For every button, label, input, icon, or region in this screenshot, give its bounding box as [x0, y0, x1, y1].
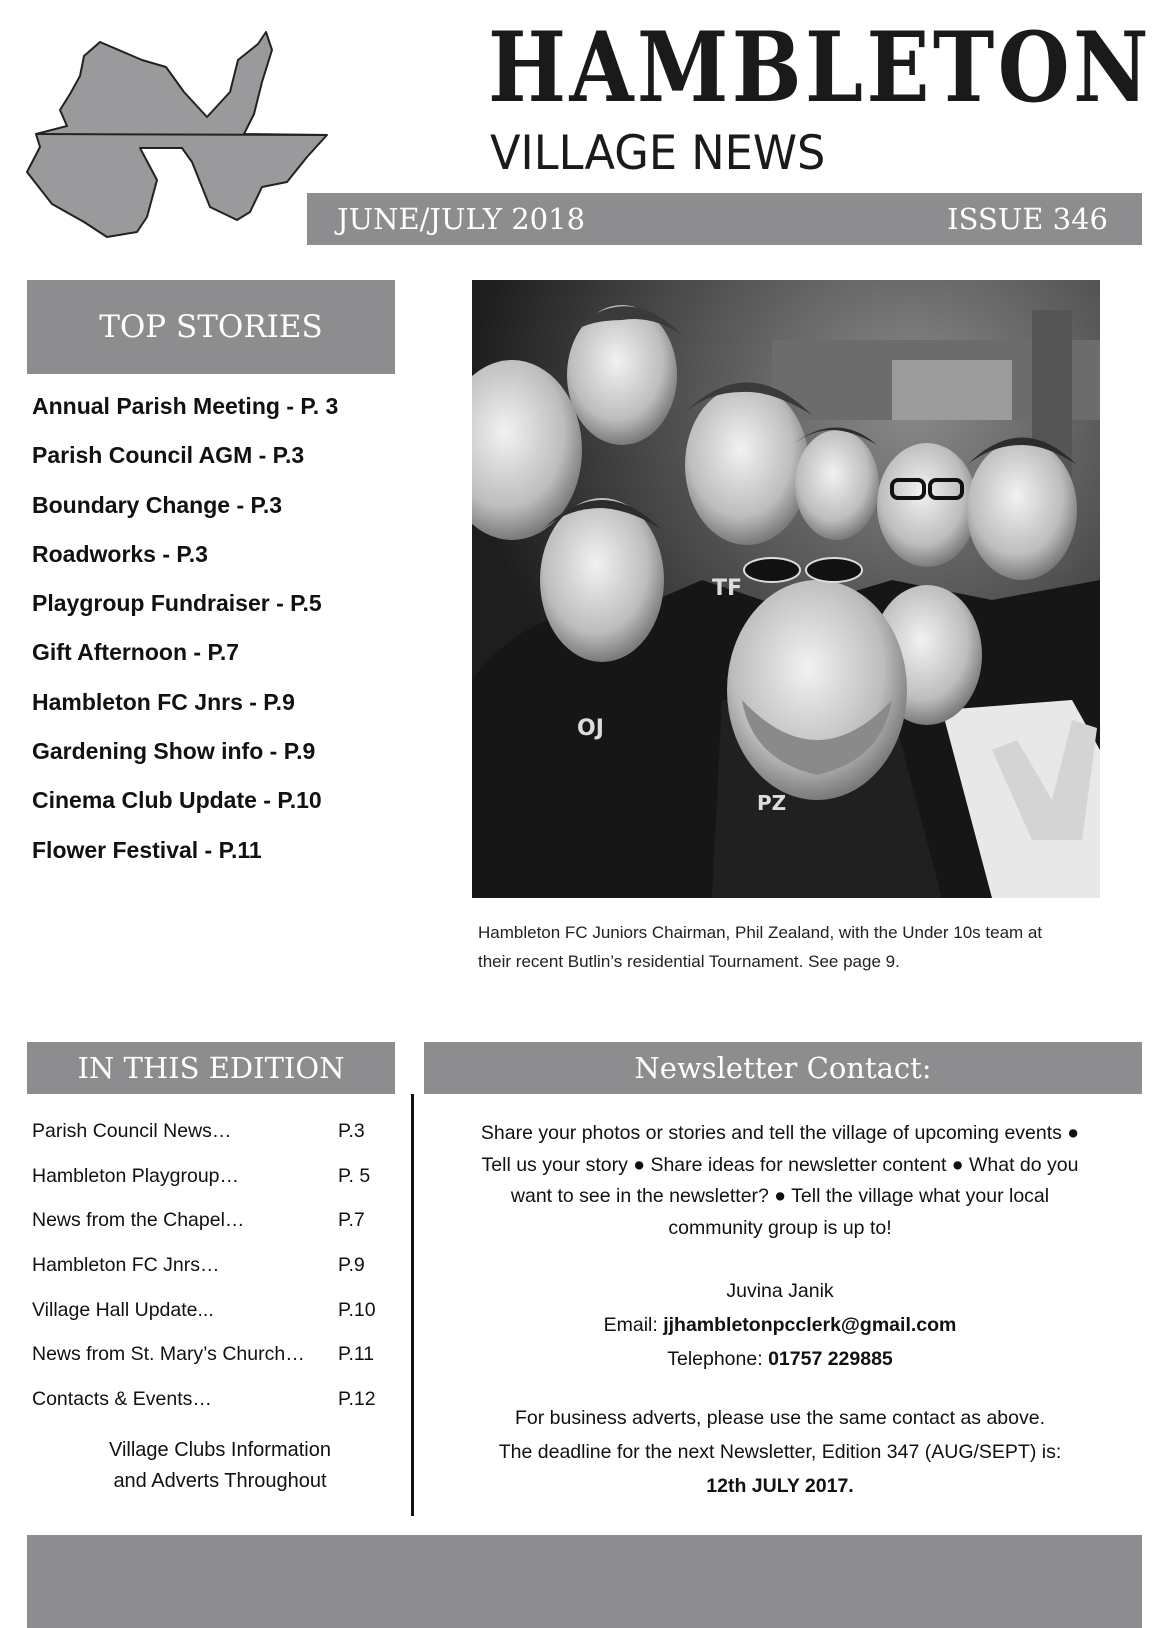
top-story-item: Cinema Club Update - P.10	[32, 787, 322, 814]
deadline-line: The deadline for the next Newsletter, Edition 347 (AUG/SEPT) is:	[498, 1441, 1062, 1463]
edition-row	[32, 1384, 392, 1429]
contact-intro-line: want to see in the newsletter? ● Tell the village what your local	[510, 1185, 1050, 1207]
edition-page: P.3	[338, 1120, 365, 1142]
adverts-line: For business adverts, please use the same contact as above.	[514, 1407, 1046, 1429]
edition-row	[32, 1161, 392, 1206]
top-story-item: Hambleton FC Jnrs - P.9	[32, 688, 295, 715]
issue-bar	[307, 193, 1142, 245]
shirt-text: PZ	[757, 791, 787, 815]
edition-row	[32, 1339, 392, 1384]
masthead-subtitle: VILLAGE NEWS	[490, 126, 826, 181]
contact-email-row	[440, 1308, 1120, 1342]
email-label: Email:	[603, 1314, 664, 1336]
edition-note	[50, 1435, 390, 1497]
email-address[interactable]: jjhambletonpcclerk@gmail.com	[663, 1314, 957, 1336]
edition-note-line: Village Clubs Information	[109, 1439, 331, 1461]
top-story-item: Roadworks - P.3	[32, 540, 208, 567]
deadline-date: 12th JULY 2017.	[706, 1475, 854, 1497]
edition-row	[32, 1250, 392, 1295]
edition-page: P.9	[338, 1254, 365, 1277]
edition-title: Hambleton FC Jnrs…	[32, 1254, 220, 1277]
top-stories-header: TOP STORIES	[27, 280, 395, 374]
photo-caption	[478, 918, 1118, 976]
contact-name: Juvina Janik	[726, 1280, 834, 1302]
top-story-item: Boundary Change - P.3	[32, 491, 283, 518]
top-stories-list	[32, 384, 432, 877]
shirt-text: OJ	[577, 716, 604, 741]
newsletter-contact-header: Newsletter Contact:	[424, 1042, 1142, 1094]
contact-intro-line: community group is up to!	[668, 1216, 892, 1239]
edition-page: P.7	[338, 1209, 365, 1232]
issue-date: JUNE/JULY 2018	[337, 202, 586, 236]
edition-title: News from St. Mary’s Church…	[32, 1343, 305, 1366]
masthead-title: HAMBLETON	[488, 11, 1152, 124]
phone-number: 01757 229885	[768, 1348, 893, 1370]
contact-phone-row	[440, 1342, 1120, 1376]
edition-row	[32, 1205, 392, 1250]
edition-title: Parish Council News…	[32, 1120, 232, 1142]
in-this-edition-header: IN THIS EDITION	[27, 1042, 395, 1094]
issue-number: ISSUE 346	[947, 202, 1108, 236]
column-divider	[411, 1094, 414, 1516]
top-story-item: Gardening Show info - P.9	[32, 738, 316, 765]
top-story-item: Annual Parish Meeting - P. 3	[32, 393, 339, 419]
edition-list	[32, 1116, 392, 1429]
newsletter-contact-body	[440, 1118, 1120, 1503]
top-story-item: Gift Afternoon - P.7	[32, 639, 239, 666]
edition-row	[32, 1116, 392, 1161]
caption-line: their recent Butlin’s residential Tournament. See page 9.	[478, 952, 900, 971]
edition-page: P.10	[338, 1298, 376, 1321]
footer-bar	[27, 1535, 1142, 1628]
shirt-text: TF	[712, 576, 743, 601]
edition-note-line: and Adverts Throughout	[113, 1470, 327, 1492]
edition-title: Contacts & Events…	[32, 1388, 212, 1411]
edition-title: Village Hall Update...	[32, 1298, 214, 1321]
top-story-item: Flower Festival - P.11	[32, 836, 262, 863]
edition-row	[32, 1295, 392, 1340]
edition-title: News from the Chapel…	[32, 1209, 245, 1232]
caption-line: Hambleton FC Juniors Chairman, Phil Zealand, with the Under 10s team at	[478, 923, 1043, 942]
edition-title: Hambleton Playgroup…	[32, 1164, 240, 1187]
edition-page: P.12	[338, 1388, 376, 1411]
contact-intro-line: Share your photos or stories and tell the village of upcoming events ●	[480, 1122, 1080, 1144]
phone-label: Telephone:	[667, 1348, 769, 1370]
parish-map-logo	[22, 22, 342, 247]
contact-intro-line: Tell us your story ● Share ideas for newsletter content ● What do you	[481, 1153, 1079, 1176]
edition-page: P. 5	[338, 1164, 371, 1187]
edition-page: P.11	[338, 1343, 375, 1366]
top-story-item: Playgroup Fundraiser - P.5	[32, 590, 322, 617]
top-story-item: Parish Council AGM - P.3	[32, 442, 305, 469]
team-photo	[472, 280, 1100, 898]
